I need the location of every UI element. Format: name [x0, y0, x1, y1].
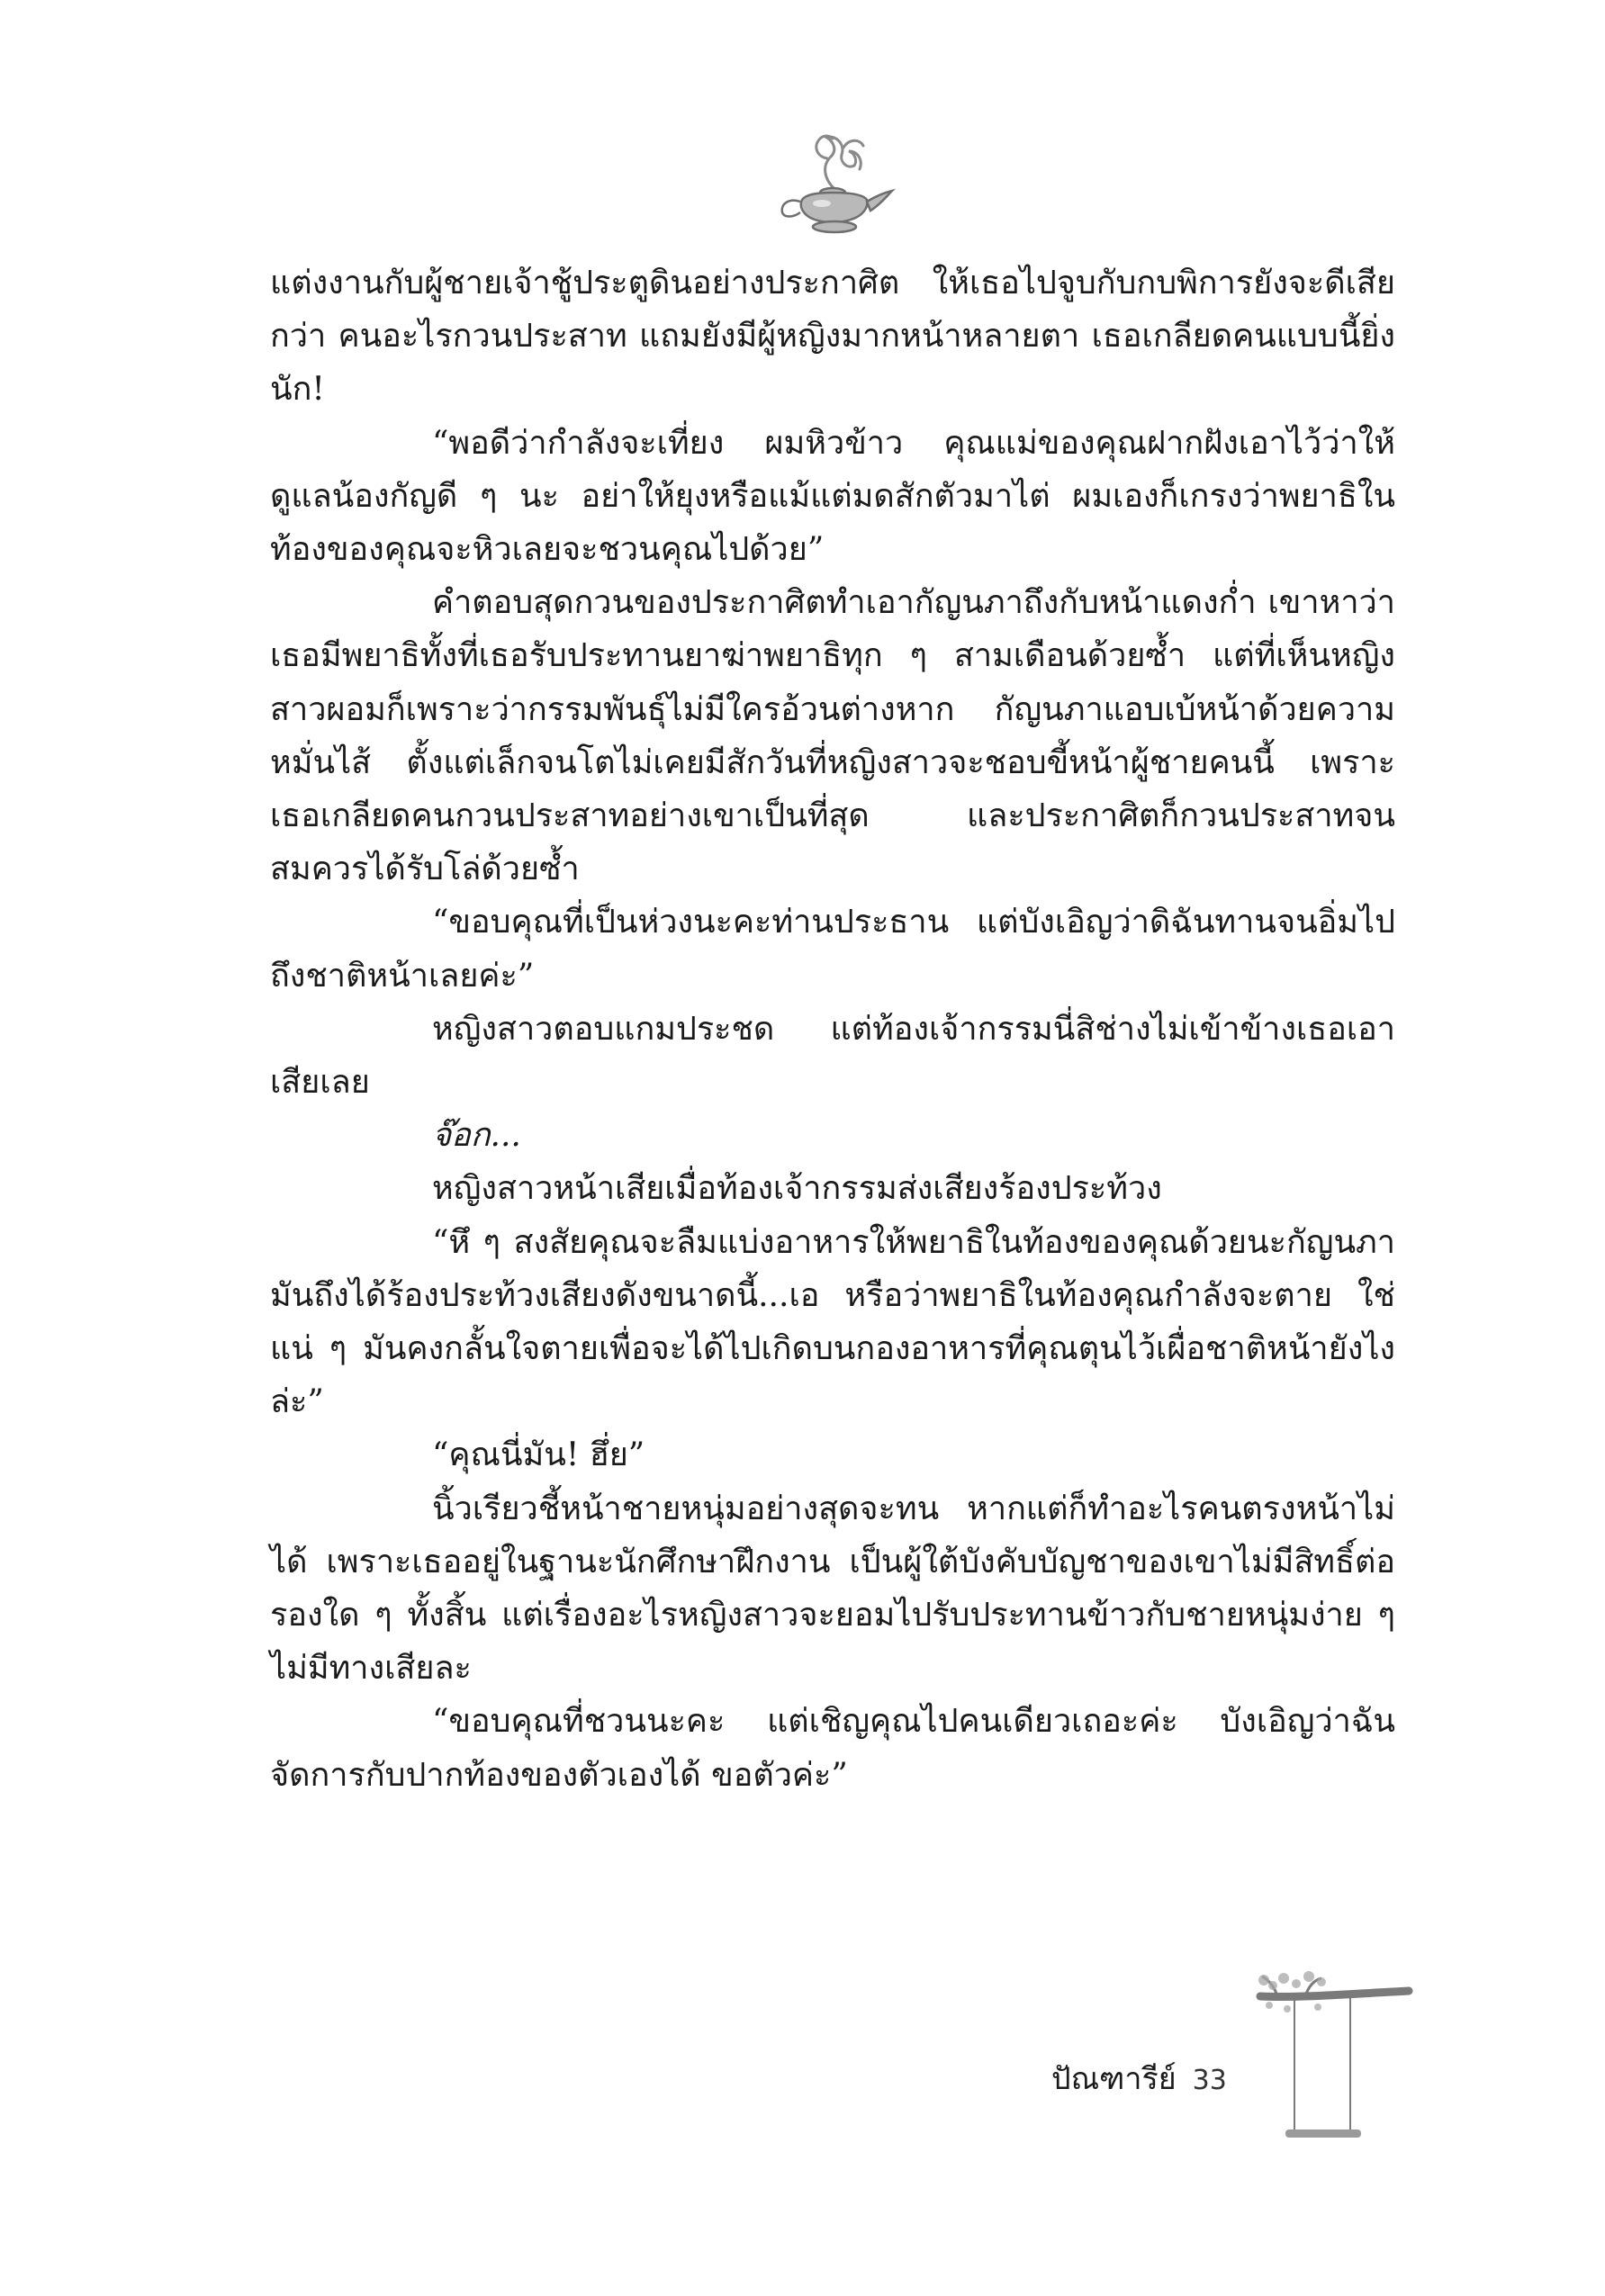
genie-lamp-icon	[770, 106, 896, 241]
paragraph: “หึ ๆ สงสัยคุณจะลืมแบ่งอาหารให้พยาธิในท้องของคุณด้วยนะกัญนภา มันถึงได้ร้องประท้วงเสียงดังขนาดนี้...เอ หรือว่าพยาธิในท้องคุณกำลังจะตาย ใช่แน่ ๆ มันคงกลั้นใจตายเพื่อจะได้ไปเกิดบนกองอาหารที่คุณตุนไว้เผื่อชาติหน้ายังไงล่ะ”	[270, 1223, 1395, 1421]
paragraph: หญิงสาวตอบแกมประชด แต่ท้องเจ้ากรรมนี่สิช่างไม่เข้าข้างเธอเอาเสียเลย	[270, 1010, 1395, 1102]
paragraph: “ขอบคุณที่เป็นห่วงนะคะท่านประธาน แต่บังเอิญว่าดิฉันทานจนอิ่มไปถึงชาติหน้าเลยค่ะ”	[270, 904, 1395, 995]
paragraph: “คุณนี่มัน! ฮึ่ย”	[432, 1436, 645, 1474]
paragraph: “พอดีว่ากำลังจะเที่ยง ผมหิวข้าว คุณแม่ของคุณฝากฝังเอาไว้ว่าให้ดูแลน้องกัญดี ๆ นะ อย่าให้ยุงหรือแม้แต่มดสักตัวมาไต่ ผมเองก็เกรงว่าพยาธิในท้องของคุณจะหิวเลยจะชวนคุณไปด้วย”	[270, 424, 1395, 569]
paragraph: หญิงสาวหน้าเสียเมื่อท้องเจ้ากรรมส่งเสียงร้องประท้วง	[432, 1170, 1162, 1208]
page-footer	[1051, 2061, 1227, 2099]
paragraph: “ขอบคุณที่ชวนนะคะ แต่เชิญคุณไปคนเดียวเถอะค่ะ บังเอิญว่าฉันจัดการกับปากท้องของตัวเองได้ ขอตัวค่ะ”	[270, 1703, 1395, 1794]
paragraph: คำตอบสุดกวนของประกาศิตทำเอากัญนภาถึงกับหน้าแดงก่ำ เขาหาว่าเธอมีพยาธิทั้งที่เธอรับประทานยาฆ่าพยาธิทุก ๆ สามเดือนด้วยซ้ำ แต่ที่เห็นหญิงสาวผอมก็เพราะว่ากรรมพันธุ์ไม่มีใครอ้วนต่างหาก กัญนภาแอบเบ้หน้าด้วยความหมั่นไส้ ตั้งแต่เล็กจนโตไม่เคยมีสักวันที่หญิงสาวจะชอบขี้หน้าผู้ชายคนนี้ เพราะเธอเกลียดคนกวนประสาทอย่างเขาเป็นที่สุด และประกาศิตก็กวนประสาทจนสมควรได้รับโล่ด้วยซ้ำ	[270, 584, 1395, 888]
paragraph: นิ้วเรียวชี้หน้าชายหนุ่มอย่างสุดจะทน หากแต่ก็ทำอะไรคนตรงหน้าไม่ได้ เพราะเธออยู่ในฐานะนักศึกษาฝึกงาน เป็นผู้ใต้บังคับบัญชาของเขาไม่มีสิทธิ์ต่อรองใด ๆ ทั้งสิ้น แต่เรื่องอะไรหญิงสาวจะยอมไปรับประทานข้าวกับชายหนุ่มง่าย ๆ ไม่มีทางเสียละ	[270, 1490, 1395, 1688]
paragraph: แต่งงานกับผู้ชายเจ้าชู้ประตูดินอย่างประกาศิต ให้เธอไปจูบกับกบพิการยังจะดีเสียกว่า คนอะไรกวนประสาท แถมยังมีผู้หญิงมากหน้าหลายตา เธอเกลียดคนแบบนี้ยิ่งนัก!	[270, 265, 1395, 409]
author-name: ปัณฑารีย์	[1051, 2061, 1177, 2097]
tree-swing-icon	[1242, 1971, 1413, 2151]
paragraph: จ๊อก...	[432, 1117, 521, 1155]
body-text	[270, 257, 1395, 1802]
page-number: 33	[1192, 2065, 1227, 2096]
